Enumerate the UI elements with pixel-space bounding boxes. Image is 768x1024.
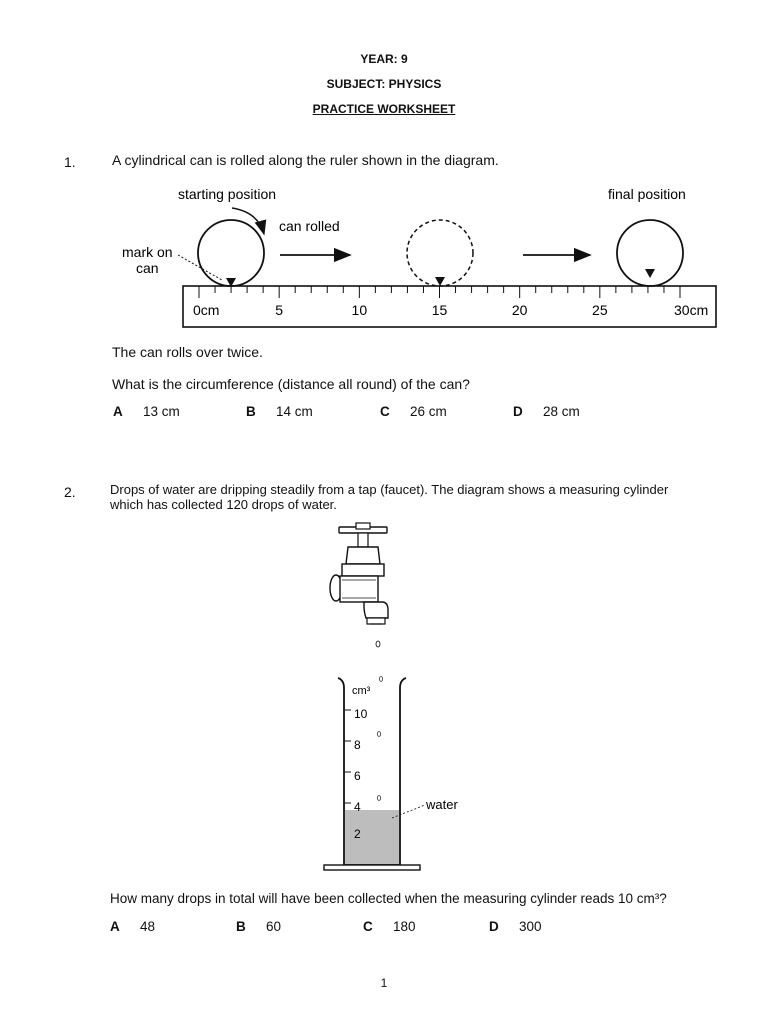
can-start [198, 220, 264, 286]
mark-leader-line [178, 255, 222, 280]
q1-option-c[interactable] [380, 404, 447, 419]
q1-option-a[interactable] [113, 404, 180, 419]
ruler-tick-label: 5 [275, 302, 284, 318]
cylinder-unit: cm³ [352, 685, 371, 697]
q1-option-b-value: 14 cm [276, 404, 313, 419]
ruler-tick-label: 20 [511, 302, 528, 318]
q2-option-c[interactable] [363, 919, 416, 934]
can-middle-mark [435, 277, 445, 286]
question-2-number: 2. [64, 484, 76, 500]
q1-option-a-value: 13 cm [143, 404, 180, 419]
q1-option-d[interactable] [513, 404, 580, 419]
mark-on-can-label-1: mark on [122, 244, 173, 260]
q2-option-b-value: 60 [266, 919, 282, 934]
can-ruler-diagram [0, 160, 768, 360]
ruler-tick-label: 30cm [674, 302, 709, 318]
q2-option-c-value: 180 [393, 919, 416, 934]
q1-option-d-letter: D [513, 404, 523, 419]
ruler-ticks [199, 286, 680, 298]
ruler-tick-label: 25 [592, 302, 608, 318]
q1-option-b[interactable] [246, 404, 313, 419]
ruler-labels [193, 302, 708, 318]
cylinder-scale-label: 2 [354, 827, 361, 841]
q2-option-c-letter: C [363, 919, 373, 934]
q1-option-b-letter: B [246, 404, 256, 419]
cylinder-scale-label: 6 [354, 769, 361, 783]
ruler-tick-label: 15 [431, 302, 448, 318]
q1-option-c-letter: C [380, 404, 390, 419]
final-position-label: final position [608, 186, 686, 202]
cylinder-scale-label: 4 [354, 800, 361, 814]
q1-option-a-letter: A [113, 404, 123, 419]
question-1-number: 1. [64, 154, 76, 170]
question-1-line-2: What is the circumference (distance all round) of the can? [112, 376, 470, 392]
can-middle [407, 220, 473, 286]
cylinder-scale-label: 10 [354, 707, 368, 721]
measuring-cylinder [318, 672, 458, 872]
mark-on-can-label-2: can [136, 260, 159, 276]
q1-option-c-value: 26 cm [410, 404, 447, 419]
q2-option-a-letter: A [110, 919, 120, 934]
cylinder-base [324, 865, 420, 870]
ruler-tick-label: 10 [351, 302, 368, 318]
ruler-tick-label: 0cm [193, 302, 220, 318]
question-2-text-line-2: which has collected 120 drops of water. [110, 497, 337, 512]
question-2-text-line-1: Drops of water are dripping steadily from a tap (faucet). The diagram shows a measuring cylinder [110, 482, 669, 497]
water-label: water [426, 797, 458, 812]
question-1-line-1: The can rolls over twice. [112, 344, 263, 360]
page-number: 1 [380, 976, 388, 990]
q1-option-d-value: 28 cm [543, 404, 580, 419]
question-2-question: How many drops in total will have been collected when the measuring cylinder reads 10 cm³? [110, 891, 667, 906]
can-rolled-label: can rolled [279, 218, 340, 234]
worksheet-title: PRACTICE WORKSHEET [312, 102, 456, 116]
tap-illustration [320, 520, 430, 655]
question-1-text: A cylindrical can is rolled along the ruler shown in the diagram. [112, 152, 499, 168]
starting-position-label: starting position [178, 186, 277, 202]
subject-heading: SUBJECT: PHYSICS [326, 77, 442, 91]
cylinder-scale-label: 8 [354, 738, 361, 752]
q2-option-a[interactable] [110, 919, 155, 934]
year-heading: YEAR: 9 [360, 52, 408, 66]
q2-option-a-value: 48 [140, 919, 156, 934]
q2-option-d[interactable] [489, 919, 542, 934]
q2-option-b[interactable] [236, 919, 281, 934]
q2-option-b-letter: B [236, 919, 246, 934]
q2-option-d-letter: D [489, 919, 499, 934]
can-final-mark [645, 269, 655, 278]
q2-option-d-value: 300 [519, 919, 542, 934]
